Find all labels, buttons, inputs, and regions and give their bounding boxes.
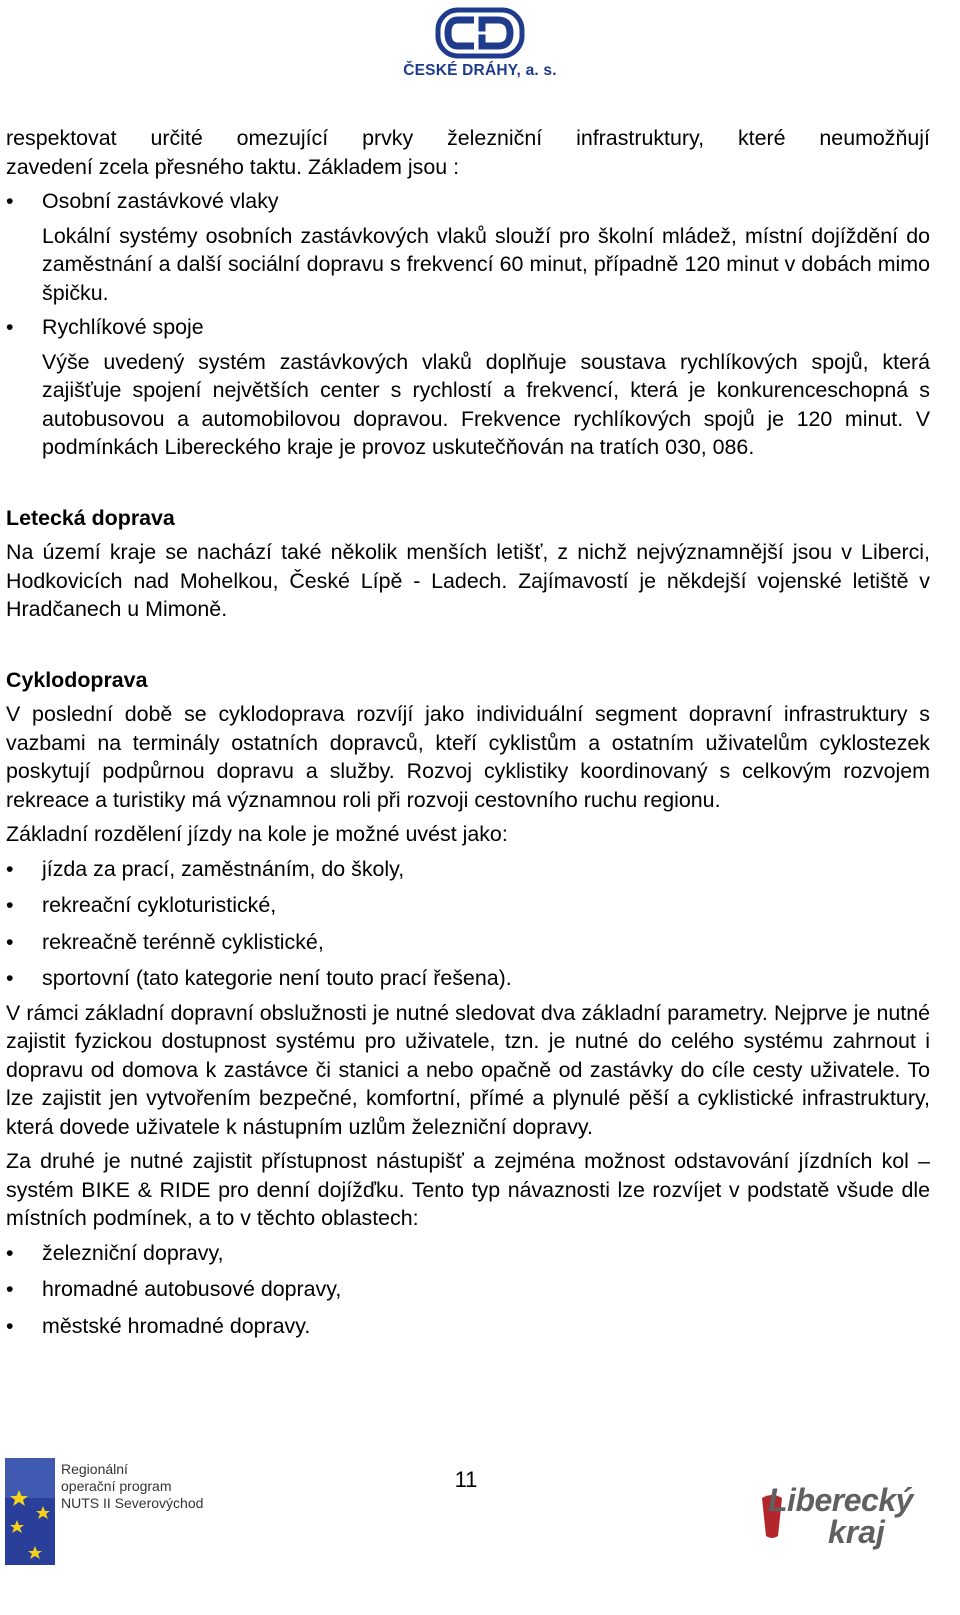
bullet-body: Lokální systémy osobních zastávkových vlaků slouží pro školní mládež, místní dojíždění do zaměstnání a další sociální dopravu s frekvencí 60 minut, případně 120 minut v dobách mimo špičku.: [42, 223, 930, 305]
list-item-text: hromadné autobusové dopravy,: [42, 1277, 342, 1301]
bullet-icon: •: [6, 1240, 14, 1265]
bullet-icon: •: [6, 893, 14, 917]
paragraph-druhe: Za druhé je nutné zajistit přístupnost nástupišť a zejména možnost odstavování jízdních kol – systém BIKE & RIDE pro denní dojížďku. Tento typ návaznosti lze rozvíjet v podstatě všude dle místních podmínek, a to v těchto oblastech:: [6, 1149, 930, 1230]
bullet-title: Osobní zastávkové vlaky: [42, 189, 279, 213]
cd-logo-icon: [434, 6, 526, 60]
page-footer: [0, 1458, 960, 1615]
list-item-text: železniční dopravy,: [42, 1240, 224, 1265]
ceske-drahy-logo: [380, 6, 580, 86]
rop-text: [61, 1461, 203, 1512]
bullet-icon: •: [6, 1277, 14, 1301]
intro-line-1: respektovat určité omezující prvky železniční infrastruktury, které neumožňují: [6, 126, 930, 150]
paragraph-letecka: Na území kraje se nachází také několik menších letišť, z nichž nejvýznamnější jsou v Liberci, Hodkovicích nad Mohelkou, České Lípě - Ladech. Zajímavostí je někdejší vojenské letiště v Hradčanech u Mimoně.: [6, 540, 930, 621]
list-item: [6, 891, 930, 920]
bullet-title: Rychlíkové spoje: [42, 315, 204, 339]
rop-logo: [5, 1458, 235, 1565]
list-item: [6, 1312, 930, 1341]
bullet-item-osobni: [6, 187, 930, 216]
eu-flag-icon: [5, 1458, 55, 1565]
paragraph-cyklo-intro: Základní rozdělení jízdy na kole je možné uvést jako:: [6, 822, 508, 846]
kraj-text: kraj: [828, 1514, 885, 1550]
heading-letecka: Letecká doprava: [6, 505, 175, 530]
bullet-item-rychlik: [6, 313, 930, 342]
main-content: [6, 124, 930, 1340]
bullet-icon: •: [6, 856, 14, 881]
bullet-icon: •: [6, 189, 14, 213]
list-item-text: rekreačně terénně cyklistické,: [42, 929, 324, 954]
list-item: [6, 1239, 930, 1268]
liberecky-kraj-logo: [758, 1482, 928, 1552]
page-number: 11: [454, 1467, 478, 1492]
list-item-text: jízda za prací, zaměstnáním, do školy,: [42, 856, 405, 881]
intro-line-2: zavedení zcela přesného taktu. Základem jsou :: [6, 154, 460, 179]
bullet-icon: •: [6, 315, 14, 339]
rop-line: Regionální: [61, 1461, 128, 1477]
list-item-text: rekreační cykloturistické,: [42, 893, 277, 917]
list-item: [6, 855, 930, 884]
list-item: [6, 964, 930, 993]
heading-cyklodoprava: Cyklodoprava: [6, 667, 148, 692]
list-item-text: sportovní (tato kategorie není touto prací řešena).: [42, 966, 512, 990]
rop-line: NUTS II Severovýchod: [61, 1495, 204, 1511]
list-item: [6, 928, 930, 957]
bullet-icon: •: [6, 1313, 14, 1338]
bullet-icon: •: [6, 966, 14, 990]
bullet-body: Výše uvedený systém zastávkových vlaků doplňuje soustava rychlíkových spojů, která zajišťuje spojení největších center s rychlostí a frekvencí, která je konkurenceschopná s autobusovou a automobilovou dopravou. Frekvence rychlíkových spojů je 120 minut. V podmínkách Libereckého kraje je provoz uskutečňován na tratích 030, 086.: [42, 349, 930, 459]
rop-line: operační program: [61, 1478, 172, 1494]
logo-text: ČESKÉ DRÁHY, a. s.: [403, 62, 557, 79]
kraj-text: Liberecký: [768, 1482, 913, 1518]
paragraph-obsluznost: V rámci základní dopravní obslužnosti je nutné sledovat dva základní parametry. Nejprve je nutné zajistit fyzickou dostupnost systému pro uživatele, tzn. je nutné do celého systému zahrnout i dopravu od domova k zastávce či stanici a nebo opačně od zastávky do cíle cesty uživatele. To lze zajistit jen vytvořením bezpečné, komfortní, přímé a plynulé pěší a cyklistické infrastruktury, která dovede uživatele k nástupním uzlům železniční dopravy.: [6, 1000, 930, 1139]
list-item: [6, 1275, 930, 1304]
paragraph-cyklodoprava: V poslední době se cyklodoprava rozvíjí jako individuální segment dopravní infrastruktury s vazbami na terminály ostatních dopravců, kteří cyklistům a ostatním uživatelům cyklostezek poskytují podpůrnou dopravu a služby. Rozvoj cyklistiky koordinovaný s celkovým rozvojem rekreace a turistiky má významnou roli při rozvoji cestovního ruchu regionu.: [6, 702, 930, 812]
list-item-text: městské hromadné dopravy.: [42, 1313, 311, 1338]
bullet-icon: •: [6, 929, 14, 954]
